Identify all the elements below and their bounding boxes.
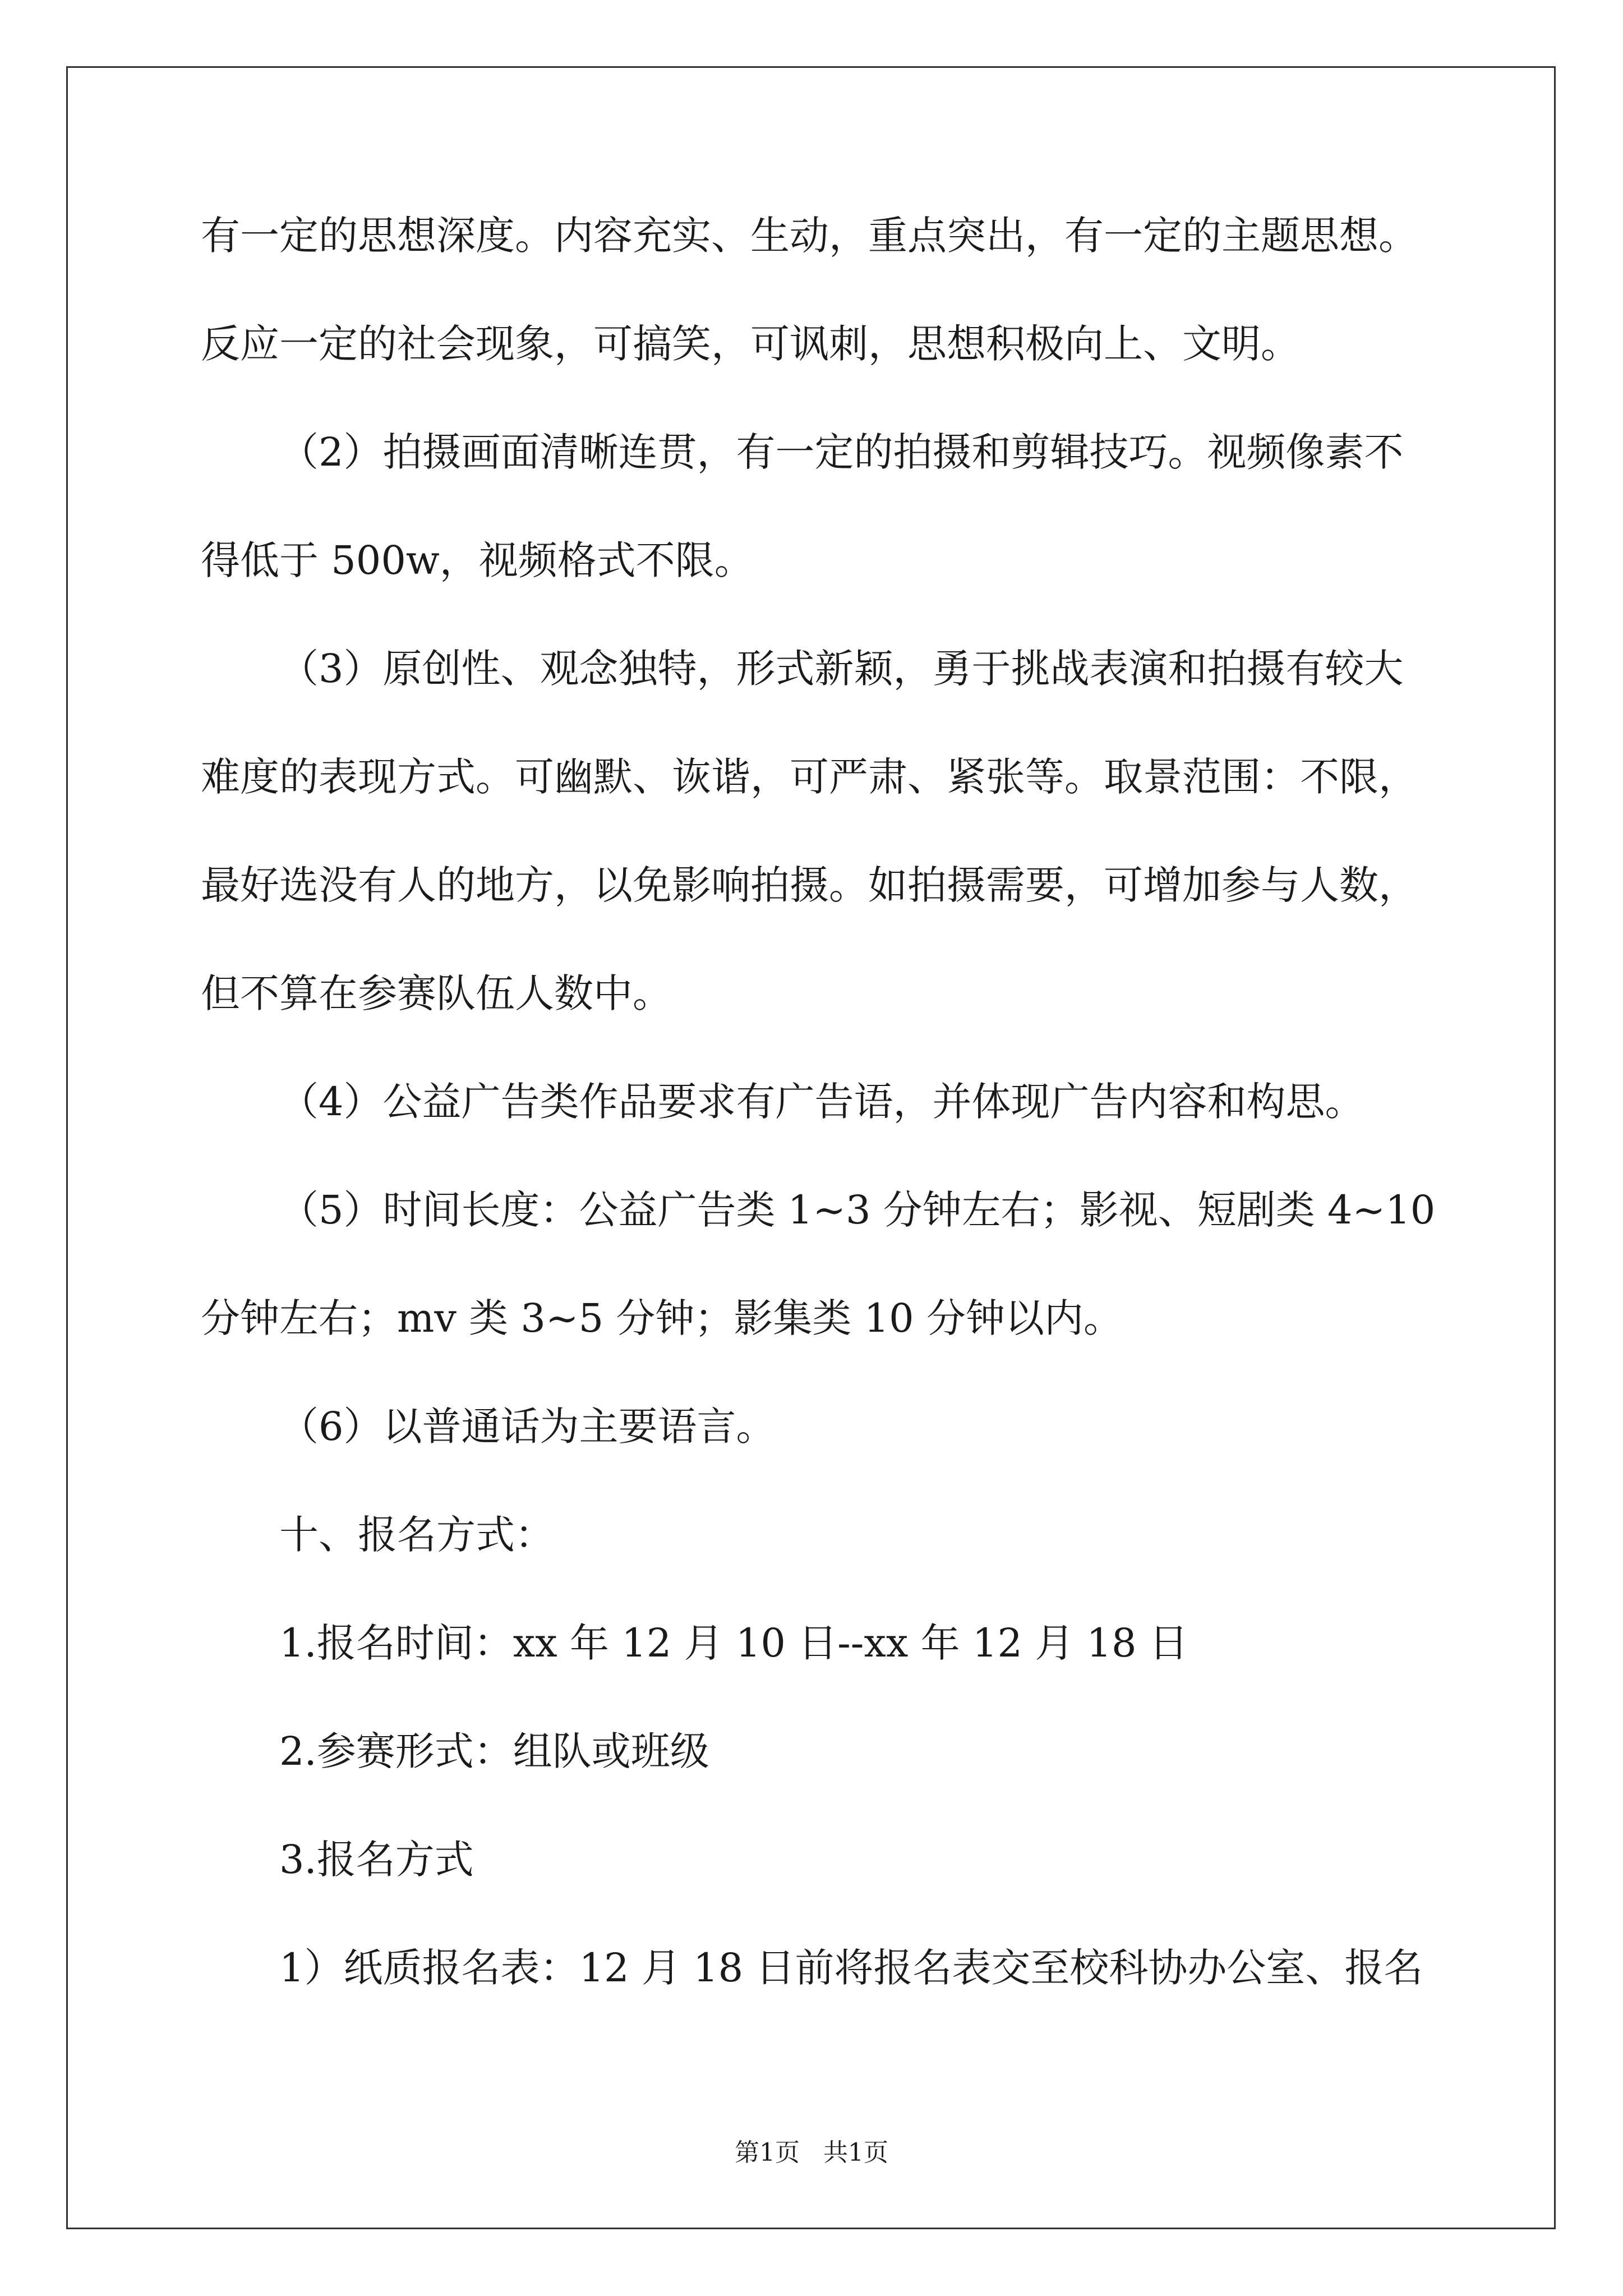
body-line: 反应一定的社会现象，可搞笑，可讽刺，思想积极向上、文明。 bbox=[201, 321, 1300, 367]
body-line: 分钟左右；mv 类 3~5 分钟；影集类 10 分钟以内。 bbox=[201, 1295, 1123, 1341]
body-line: 难度的表现方式。可幽默、诙谐，可严肃、紧张等。取景范围：不限， bbox=[201, 754, 1418, 800]
body-line: 3.报名方式 bbox=[279, 1837, 474, 1883]
body-line: （2）拍摄画面清晰连贯，有一定的拍摄和剪辑技巧。视频像素不 bbox=[279, 429, 1404, 475]
body-line: 但不算在参赛队伍人数中。 bbox=[201, 970, 672, 1016]
body-line: （5）时间长度：公益广告类 1~3 分钟左右；影视、短剧类 4~10 bbox=[279, 1187, 1436, 1233]
body-line: 1）纸质报名表：12 月 18 日前将报名表交至校科协办公室、报名 bbox=[279, 1945, 1423, 1991]
body-line: 1.报名时间：xx 年 12 月 10 日--xx 年 12 月 18 日 bbox=[279, 1620, 1188, 1666]
body-line: （6）以普通话为主要语言。 bbox=[279, 1404, 776, 1450]
body-line: 最好选没有人的地方，以免影响拍摄。如拍摄需要，可增加参与人数， bbox=[201, 862, 1418, 908]
page-number: 第1页 共1页 bbox=[735, 2138, 888, 2167]
body-line: 有一定的思想深度。内容充实、生动，重点突出，有一定的主题思想。 bbox=[201, 213, 1418, 259]
body-line: （4）公益广告类作品要求有广告语，并体现广告内容和构思。 bbox=[279, 1079, 1364, 1125]
body-line: （3）原创性、观念独特，形式新颖，勇于挑战表演和拍摄有较大 bbox=[279, 646, 1404, 692]
body-line: 2.参赛形式：组队或班级 bbox=[279, 1728, 709, 1774]
section-heading: 十、报名方式： bbox=[279, 1512, 554, 1558]
page-border bbox=[66, 66, 1556, 2229]
body-line: 得低于 500w，视频格式不限。 bbox=[201, 537, 754, 583]
